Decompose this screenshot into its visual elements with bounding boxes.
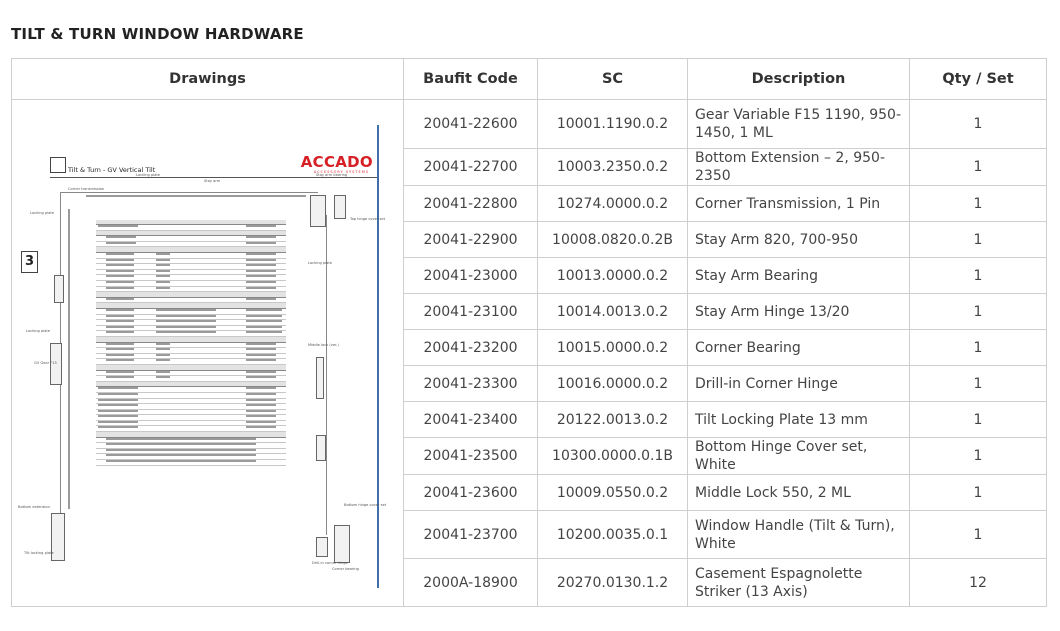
hardware-drawing-sheet [16, 125, 386, 590]
cell-qty: 1 [910, 330, 1047, 366]
cell-description: Gear Variable F15 1190, 950-1450, 1 ML [688, 100, 910, 149]
cell-sc: 10009.0550.0.2 [538, 475, 688, 511]
cell-qty: 1 [910, 222, 1047, 258]
cell-baufit-code: 20041-23100 [404, 294, 538, 330]
header-drawings: Drawings [12, 59, 404, 100]
label-corner-bearing: Corner bearing [332, 566, 359, 571]
cell-baufit-code: 20041-23500 [404, 438, 538, 475]
cell-baufit-code: 20041-22800 [404, 186, 538, 222]
cell-sc: 10014.0013.0.2 [538, 294, 688, 330]
cell-description: Drill-in Corner Hinge [688, 366, 910, 402]
cell-qty: 1 [910, 402, 1047, 438]
cell-sc: 10015.0000.0.2 [538, 330, 688, 366]
label-locking-plate-mid: Locking plate [26, 328, 50, 333]
cell-description: Stay Arm Hinge 13/20 [688, 294, 910, 330]
cell-qty: 1 [910, 186, 1047, 222]
label-top-hinge-cover: Top hinge cover set [350, 216, 386, 221]
drawing-header-icon [50, 157, 66, 173]
cell-sc: 10200.0035.0.1 [538, 511, 688, 559]
label-locking-plate-left: Locking plate [30, 210, 54, 215]
cell-sc: 10003.2350.0.2 [538, 149, 688, 186]
cell-baufit-code: 2000A-18900 [404, 559, 538, 607]
cell-description: Bottom Extension – 2, 950-2350 [688, 149, 910, 186]
label-stay-arm-bearing: Stay arm bearing [316, 172, 348, 177]
cell-description: Tilt Locking Plate 13 mm [688, 402, 910, 438]
cell-qty: 1 [910, 258, 1047, 294]
table-header-row [12, 59, 1047, 100]
cell-baufit-code: 20041-22600 [404, 100, 538, 149]
locking-plate-part [54, 275, 64, 303]
cell-baufit-code: 20041-22900 [404, 222, 538, 258]
drawing-sheet-title: Tilt & Turn - GV Vertical Tilt [68, 165, 156, 174]
cell-sc: 10016.0000.0.2 [538, 366, 688, 402]
accado-logo-subtitle: ACCESSORY SYSTEMS [313, 169, 369, 174]
header-qty: Qty / Set [910, 59, 1047, 100]
header-sc: SC [538, 59, 688, 100]
stay-arm-bearing-part [310, 195, 326, 227]
cell-baufit-code: 20041-22700 [404, 149, 538, 186]
label-corner-transmission: Corner transmission [68, 186, 105, 191]
bottom-hinge-part [334, 525, 350, 563]
hardware-table [11, 58, 1047, 607]
cell-description: Window Handle (Tilt & Turn), White [688, 511, 910, 559]
label-drill-in-hinge: Drill-in corner hinge [312, 560, 348, 565]
cell-qty: 1 [910, 366, 1047, 402]
drawing-border-line [377, 125, 379, 588]
cell-sc: 10300.0000.0.1B [538, 438, 688, 475]
label-stay-arm: Stay arm [204, 178, 221, 183]
drawing-cell [12, 100, 404, 607]
cell-sc: 10008.0820.0.2B [538, 222, 688, 258]
cell-qty: 1 [910, 475, 1047, 511]
label-middle-lock: Middle lock (ver.) [308, 342, 339, 347]
label-gv-gear: GV Gear F15 [34, 360, 57, 365]
locking-plate-right-part [316, 435, 326, 461]
cell-description: Stay Arm 820, 700-950 [688, 222, 910, 258]
drill-in-hinge-part [316, 537, 328, 557]
cell-sc: 10013.0000.0.2 [538, 258, 688, 294]
gear-rod [68, 209, 70, 509]
cell-description: Casement Espagnolette Striker (13 Axis) [688, 559, 910, 607]
label-tilt-locking-plate: Tilt locking plate [24, 550, 54, 555]
cell-baufit-code: 20041-23000 [404, 258, 538, 294]
middle-lock-part [316, 357, 324, 399]
cell-qty: 1 [910, 149, 1047, 186]
cell-baufit-code: 20041-23300 [404, 366, 538, 402]
cell-sc: 20122.0013.0.2 [538, 402, 688, 438]
spec-table [96, 220, 286, 466]
cell-description: Bottom Hinge Cover set, White [688, 438, 910, 475]
cell-sc: 10001.1190.0.2 [538, 100, 688, 149]
top-rail [60, 192, 318, 193]
header-description: Description [688, 59, 910, 100]
label-locking-plate-right: Locking plate [308, 260, 332, 265]
label-locking-plate-top: Locking plate [136, 172, 160, 177]
cell-sc: 10274.0000.0.2 [538, 186, 688, 222]
cell-baufit-code: 20041-23400 [404, 402, 538, 438]
cell-qty: 12 [910, 559, 1047, 607]
drawing-number-badge: 3 [21, 251, 38, 273]
accado-logo: ACCADO [300, 152, 373, 171]
cell-qty: 1 [910, 511, 1047, 559]
table-row [12, 100, 1047, 149]
cell-sc: 20270.0130.1.2 [538, 559, 688, 607]
cell-baufit-code: 20041-23700 [404, 511, 538, 559]
cell-description: Stay Arm Bearing [688, 258, 910, 294]
stay-arm-rod [86, 195, 306, 197]
top-hinge-part [334, 195, 346, 219]
label-bottom-extension: Bottom extension [18, 504, 50, 509]
cell-baufit-code: 20041-23200 [404, 330, 538, 366]
cell-qty: 1 [910, 294, 1047, 330]
cell-baufit-code: 20041-23600 [404, 475, 538, 511]
page-title: TILT & TURN WINDOW HARDWARE [11, 25, 304, 43]
cell-description: Corner Transmission, 1 Pin [688, 186, 910, 222]
cell-description: Middle Lock 550, 2 ML [688, 475, 910, 511]
header-baufit-code: Baufit Code [404, 59, 538, 100]
cell-description: Corner Bearing [688, 330, 910, 366]
cell-qty: 1 [910, 438, 1047, 475]
label-bottom-hinge-cover: Bottom hinge cover set [344, 502, 387, 507]
cell-qty: 1 [910, 100, 1047, 149]
